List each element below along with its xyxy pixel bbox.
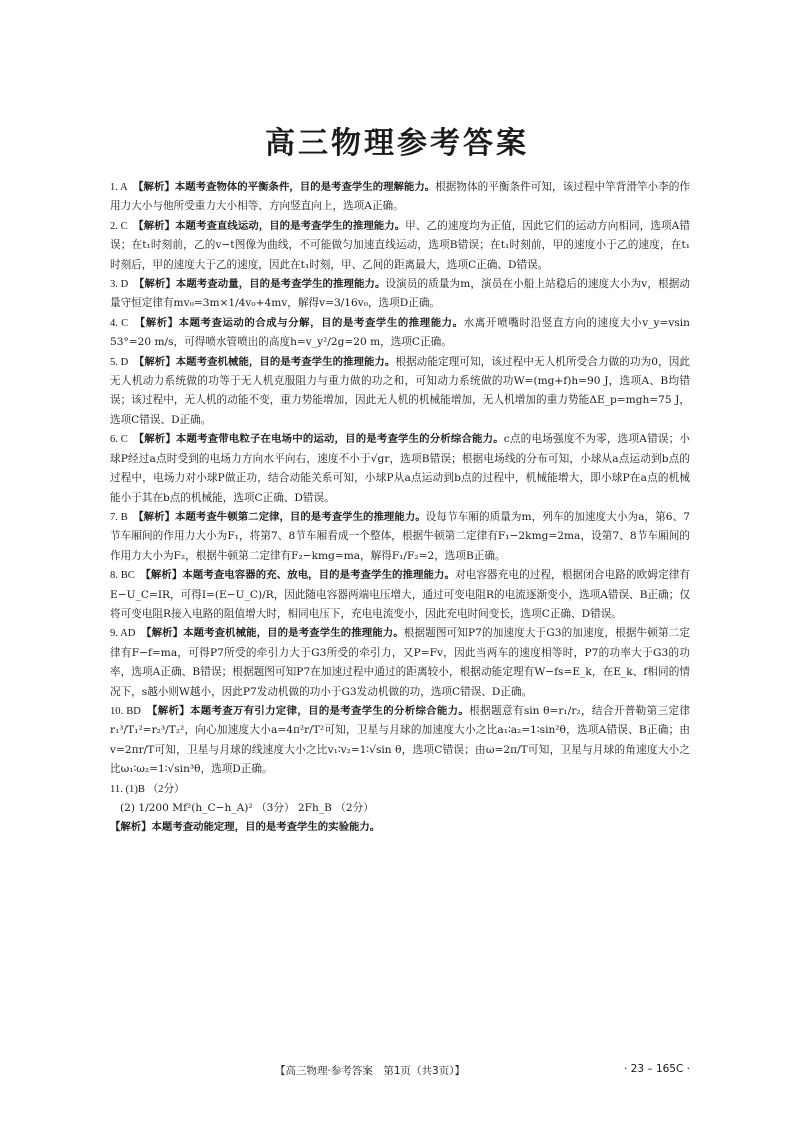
answer-item-9 (110, 624, 690, 702)
answer-number: 7. B (110, 511, 128, 523)
analysis-text: 根据动能定理可知，该过程中无人机所受合力做的功为0，因此无人机动力系统做的功等于无人机克服阻力与重力做的功之和，可知动力系统做的功W=(mg+f)h=90 J，选项A、B均错误；该过程中，无人机的动能不变，重力势能增加，因此无人机的机械能增加，无人机增加的重力势能ΔE_p=mgh=75 J，选项C错误、D正确。 (110, 355, 690, 426)
footer-page-label: 【高三物理·参考答案 第1页（共3页）】 (275, 1065, 465, 1077)
answer-item-10 (110, 702, 690, 780)
answer-number: 2. C (110, 220, 128, 232)
answer-item-8 (110, 566, 690, 624)
analysis-text: 对电容器充电的过程，根据闭合电路的欧姆定律有E−U_C=IR，可得I=(E−U_C)/R，因此随电容器两端电压增大，通过可变电阻R的电流逐渐变小，选项A错误、B正确；仅将可变电阻R接入电路的阻值增大时，相同电压下，充电电流变小，因此充电时间变长，选项C正确、D错误。 (110, 569, 691, 620)
analysis-heading: 【解析】本题考查机械能，目的是考查学生的推理能力。 (139, 355, 396, 368)
page-title: 高三物理参考答案 (265, 126, 529, 161)
analysis-heading: 【解析】本题考查运动的合成与分解，目的是考查学生的推理能力。 (139, 316, 464, 329)
answer-number: 11. (1)B （2分） (110, 783, 185, 795)
analysis-text: 根据题图可知P7的加速度大于G3的加速度，根据牛顿第二定律有F−f=ma，可得P7所受的牵引力大于G3所受的牵引力，又P=Fv，因此当两车的速度相等时，P7的功率大于G3的功率，选项A正确、B错误；根据题图可知P7在加速过程中通过的距离较小，根据动能定理有W−fs=E_k，在E_k、f相同的情况下，s越小则W越小，因此P7发动机做的功小于G3发动机做的功，选项C错误、D正确。 (110, 627, 690, 698)
analysis-heading: 【解析】本题考查动量，目的是考查学生的推理能力。 (139, 278, 386, 291)
answer-list (110, 178, 690, 838)
analysis-text: 根据物体的平衡条件可知，该过程中竿背滑竿小李的作用力大小与他所受重力大小相等、方向竖直向上，选项A正确。 (110, 181, 690, 213)
answer-number: 6. C (110, 434, 128, 446)
answer-number: 1. A (110, 182, 128, 193)
answer-item-1 (110, 178, 690, 217)
answer-item-7 (110, 508, 690, 566)
analysis-text: 设演员的质量为m，演员在小船上站稳后的速度大小为v，根据动量守恒定律有mv₀=3m×1/4v₀+4mv，解得v=3/16v₀，选项D正确。 (110, 278, 691, 310)
analysis-heading: 【解析】本题考查物体的平衡条件，目的是考查学生的理解能力。 (138, 181, 436, 193)
answer-item-5 (110, 353, 690, 431)
analysis-heading: 【解析】本题考查动能定理，目的是考查学生的实验能力。 (110, 821, 381, 834)
answer-number: 5. D (110, 356, 129, 368)
answer-item-4 (110, 314, 690, 353)
answer-item-2 (110, 217, 690, 275)
answer-text: (2) 1/200 Mf²(h_C−h_A)² （3分） 2Fh_B （2分） (120, 802, 374, 814)
answer-item-3 (110, 275, 690, 314)
answer-number: 9. AD (110, 628, 136, 640)
analysis-text: 根据题意有sin θ=r₁/r₂，结合开普勒第三定律r₁³/T₁²=r₂³/T₂²，向心加速度大小a=4π²r/T²可知，卫星与月球的加速度大小之比a₁∶a₂=1∶sin²θ，选项A错误、B正确；由v=2πr/T可知，卫星与月球的线速度大小之比v₁∶v₂=1∶√sin θ，选项C错误；由ω=2π/T可知，卫星与月球的角速度大小之比ω₁∶ω₂=1∶√sin³θ，选项D正确。 (110, 704, 691, 776)
analysis-text: 设每节车厢的质量为m，列车的加速度大小为a，第6、7节车厢间的作用力大小为F₁，将第7、8节车厢看成一个整体，根据牛顿第二定律有F₁−2kmg=2ma，设第7、8节车厢间的作用力大小为F₂，根据牛顿第二定律有F₂−kmg=ma，解得F₁/F₂=2，选项B正确。 (110, 510, 690, 562)
analysis-text: 水离开喷嘴时沿竖直方向的速度大小v_y=vsin 53°=20 m/s，可得喷水管喷出的高度h=v_y²/2g=20 m，选项C正确。 (110, 316, 690, 349)
answer-item-11-part2 (110, 799, 690, 818)
answer-number: 10. BD (110, 705, 141, 717)
page-footer (110, 1063, 690, 1081)
analysis-heading: 【解析】本题考查带电粒子在电场中的运动，目的是考查学生的分析综合能力。 (138, 433, 504, 446)
footer-code: · 23 – 165C · (623, 1063, 690, 1075)
answer-item-6 (110, 430, 690, 508)
analysis-heading: 【解析】本题考查机械能，目的是考查学生的推理能力。 (146, 627, 404, 640)
analysis-text: 甲、乙的速度均为正值，因此它们的运动方向相同，选项A错误；在t₁时刻前，乙的v−t图像为曲线，不可能做匀加速直线运动，选项B错误；在t₁时刻前，甲的速度小于乙的速度，在t₁时刻后，甲的速度大于乙的速度，因此在t₁时刻，甲、乙间的距离最大，选项C正确、D错误。 (110, 219, 690, 271)
analysis-heading: 【解析】本题考查直线运动，目的是考查学生的推理能力。 (138, 219, 406, 232)
analysis-heading: 【解析】本题考查万有引力定律，目的是考查学生的分析综合能力。 (152, 704, 470, 717)
answer-item-11 (110, 780, 690, 799)
answer-number: 3. D (110, 279, 129, 291)
analysis-heading: 【解析】本题考查牛顿第二定律，目的是考查学生的推理能力。 (138, 510, 426, 523)
analysis-text: c点的电场强度不为零，选项A错误；小球P经过a点时受到的电场力方向水平向右，速度不小于√gr，选项B错误；根据电场线的分布可知，小球从a点运动到b点的过程中，电场力对小球P做正功，结合动能关系可知，小球P从a点运动到b点的过程中，机械能增大，即小球P在a点的机械能小于其在b点的机械能，选项C正确、D错误。 (110, 433, 691, 504)
analysis-heading: 【解析】本题考查电容器的充、放电，目的是考查学生的推理能力。 (145, 569, 455, 582)
answer-number: 8. BC (110, 570, 135, 582)
answer-item-11-analysis (110, 818, 690, 837)
answer-number: 4. C (110, 317, 129, 329)
